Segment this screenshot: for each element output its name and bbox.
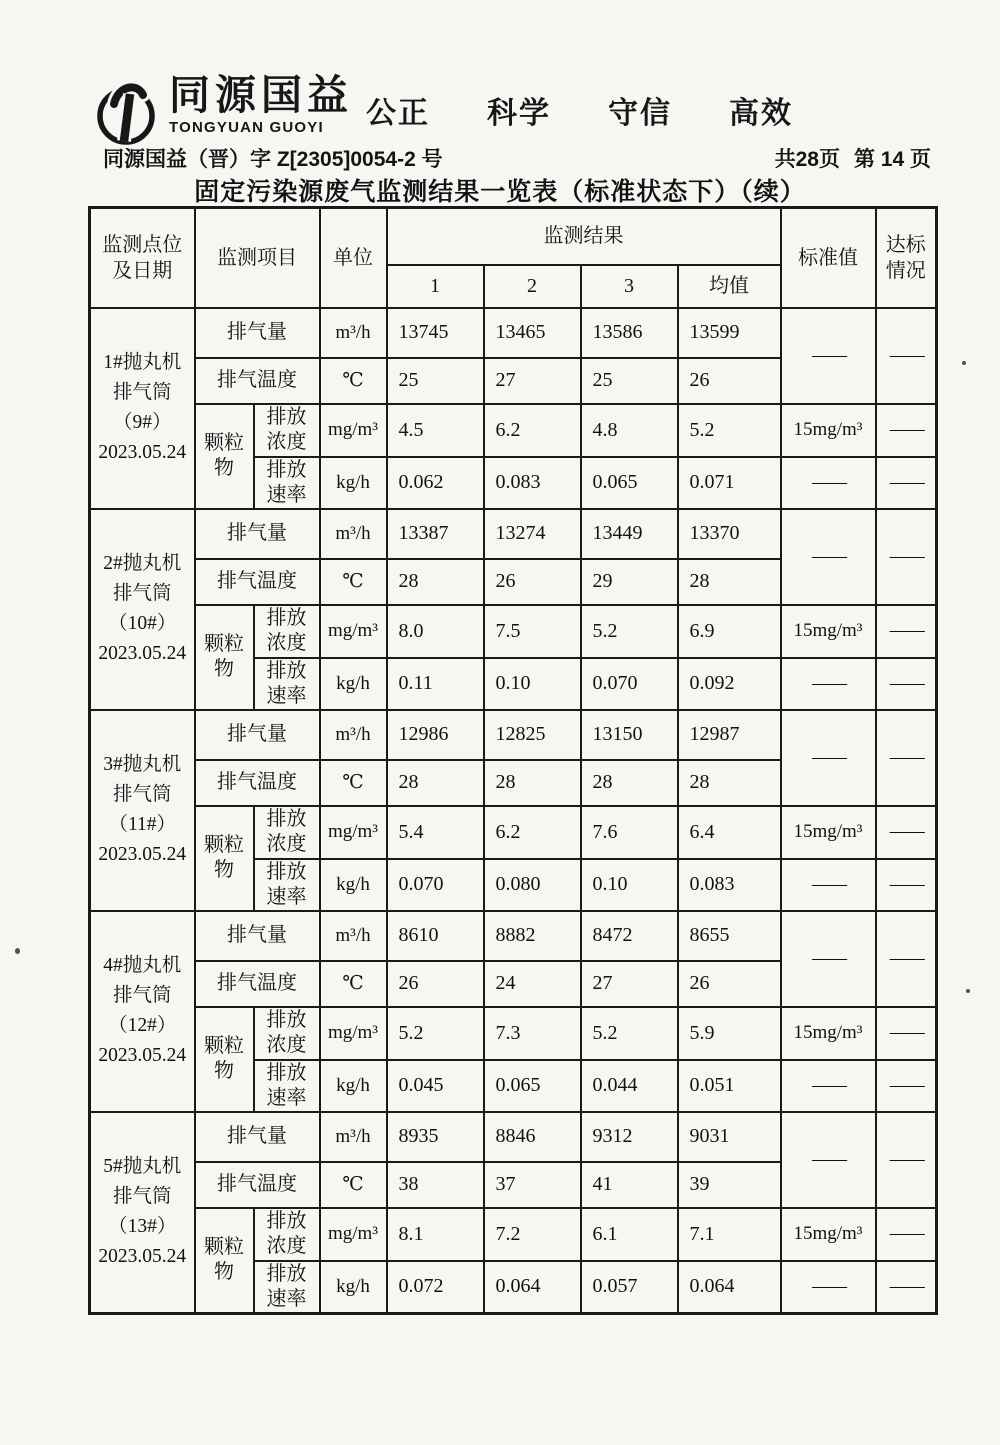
value-cell: 0.045 [387, 1060, 484, 1112]
row-label-temp: 排气温度 [195, 961, 320, 1007]
tagline-item: 科学 [487, 97, 551, 130]
value-cell: 27 [484, 358, 581, 404]
row-label-concentration [254, 605, 320, 658]
row-concentration [90, 605, 937, 658]
header-row-1 [90, 208, 937, 265]
unit-cell: ℃ [320, 961, 387, 1007]
value-cell: 13465 [484, 308, 581, 358]
unit-cell: kg/h [320, 1060, 387, 1112]
value-cell: 25 [387, 358, 484, 404]
unit-cell: ℃ [320, 559, 387, 605]
value-cell: 0.065 [484, 1060, 581, 1112]
value-cell: 8.0 [387, 605, 484, 658]
value-cell: 0.092 [678, 658, 781, 710]
value-cell: 28 [387, 559, 484, 605]
unit-cell: kg/h [320, 658, 387, 710]
value-cell: 0.083 [678, 859, 781, 911]
row-flow [90, 308, 937, 358]
site-line: （9#） [112, 412, 172, 433]
value-cell: 25 [581, 358, 678, 404]
value-cell: 0.064 [484, 1261, 581, 1314]
value-cell: 27 [581, 961, 678, 1007]
compliance-cell: —— [876, 1208, 937, 1261]
row-label-flow: 排气量 [195, 308, 320, 358]
value-cell: 0.065 [581, 457, 678, 509]
brand-tagline [366, 88, 793, 132]
unit-cell: m³/h [320, 710, 387, 760]
value-cell: 26 [678, 358, 781, 404]
value-cell: 0.10 [484, 658, 581, 710]
label-line: 速率 [266, 684, 307, 707]
page-current: 第 14 页 [853, 148, 931, 171]
value-cell: 0.080 [484, 859, 581, 911]
unit-cell: mg/m³ [320, 404, 387, 457]
compliance-cell: —— [876, 457, 937, 509]
doc-number: 同源国益（晋）字 Z[2305]0054-2 号 [103, 148, 443, 171]
label-line: 速率 [266, 1287, 307, 1310]
row-label-particulate: 颗粒物 [195, 404, 254, 509]
brand-text [169, 74, 353, 136]
value-cell: 0.070 [387, 859, 484, 911]
row-label-concentration [254, 806, 320, 859]
row-flow [90, 509, 937, 559]
col-header-item: 监测项目 [195, 208, 320, 308]
value-cell: 8655 [678, 911, 781, 961]
value-cell: 7.1 [678, 1208, 781, 1261]
report-title: 固定污染源废气监测结果一览表（标准状态下）（续） [194, 178, 806, 206]
brand-name-en: TONGYUAN GUOYI [169, 119, 324, 137]
compliance-cell: —— [876, 509, 937, 605]
value-cell: 38 [387, 1162, 484, 1208]
standard-cell: —— [781, 1261, 876, 1314]
value-cell: 26 [678, 961, 781, 1007]
value-cell: 0.062 [387, 457, 484, 509]
site-line: 排气筒 [112, 1185, 172, 1207]
standard-cell: 15mg/m³ [781, 806, 876, 859]
standard-cell: —— [781, 859, 876, 911]
standard-cell: —— [781, 911, 876, 1007]
row-label-temp: 排气温度 [195, 559, 320, 605]
site-line: 2023.05.24 [98, 1246, 187, 1268]
compliance-cell: —— [876, 605, 937, 658]
monitoring-results-table [88, 206, 938, 1315]
label-line: 浓度 [266, 833, 307, 855]
label-line: 排放 [266, 808, 307, 830]
compliance-cell: —— [876, 1112, 937, 1208]
label-line: 排放 [266, 406, 307, 428]
value-cell: 8472 [581, 911, 678, 961]
value-cell: 6.9 [678, 605, 781, 658]
col-header-run3: 3 [581, 265, 678, 308]
site-cell [90, 1112, 195, 1314]
value-cell: 0.070 [581, 658, 678, 710]
value-cell: 0.071 [678, 457, 781, 509]
site-cell [90, 509, 195, 710]
value-cell: 13449 [581, 509, 678, 559]
site-line: 2023.05.24 [98, 1045, 187, 1067]
standard-cell: —— [781, 1060, 876, 1112]
value-cell: 13599 [678, 308, 781, 358]
value-cell: 13586 [581, 308, 678, 358]
label-line: 浓度 [266, 1034, 307, 1056]
value-cell: 37 [484, 1162, 581, 1208]
value-cell: 26 [484, 559, 581, 605]
row-label-flow: 排气量 [195, 509, 320, 559]
value-cell: 0.044 [581, 1060, 678, 1112]
row-label-particulate: 颗粒物 [195, 1208, 254, 1314]
col-header-avg: 均值 [678, 265, 781, 308]
row-label-rate [254, 658, 320, 710]
brand-logo [93, 74, 353, 146]
value-cell: 5.2 [581, 1007, 678, 1060]
value-cell: 28 [387, 760, 484, 806]
value-cell: 28 [484, 760, 581, 806]
value-cell: 0.072 [387, 1261, 484, 1314]
label-line: 速率 [266, 1086, 307, 1109]
standard-cell: 15mg/m³ [781, 404, 876, 457]
site-cell [90, 710, 195, 911]
col-header-run1: 1 [387, 265, 484, 308]
row-label-rate [254, 859, 320, 911]
value-cell: 12987 [678, 710, 781, 760]
row-label-particulate: 颗粒物 [195, 806, 254, 911]
standard-cell: 15mg/m³ [781, 1007, 876, 1060]
page-total: 共28页 [774, 148, 840, 171]
standard-cell: 15mg/m³ [781, 605, 876, 658]
col-header-standard: 标准值 [781, 208, 876, 308]
label-line: 速率 [266, 885, 307, 908]
site-cell [90, 308, 195, 509]
value-cell: 7.2 [484, 1208, 581, 1261]
row-flow [90, 911, 937, 961]
col-header-compliance-line: 达标 [885, 233, 926, 256]
value-cell: 13745 [387, 308, 484, 358]
scan-speck [15, 948, 20, 954]
unit-cell: m³/h [320, 911, 387, 961]
site-cell [90, 911, 195, 1112]
value-cell: 12986 [387, 710, 484, 760]
value-cell: 39 [678, 1162, 781, 1208]
value-cell: 4.5 [387, 404, 484, 457]
value-cell: 5.4 [387, 806, 484, 859]
row-label-particulate: 颗粒物 [195, 605, 254, 710]
value-cell: 5.9 [678, 1007, 781, 1060]
value-cell: 12825 [484, 710, 581, 760]
unit-cell: kg/h [320, 457, 387, 509]
tagline-item: 高效 [729, 97, 793, 130]
col-header-site-line: 及日期 [112, 259, 173, 282]
row-label-rate [254, 1261, 320, 1314]
standard-cell: —— [781, 1112, 876, 1208]
scan-speck [966, 989, 970, 993]
row-label-concentration [254, 1007, 320, 1060]
value-cell: 13150 [581, 710, 678, 760]
value-cell: 7.6 [581, 806, 678, 859]
unit-cell: mg/m³ [320, 806, 387, 859]
col-header-run2: 2 [484, 265, 581, 308]
unit-cell: ℃ [320, 358, 387, 404]
label-line: 排放 [266, 607, 307, 629]
value-cell: 0.057 [581, 1261, 678, 1314]
label-line: 排放 [266, 860, 307, 883]
row-concentration [90, 404, 937, 457]
value-cell: 7.5 [484, 605, 581, 658]
site-line: 4#抛丸机 [103, 954, 182, 976]
row-label-concentration [254, 404, 320, 457]
value-cell: 41 [581, 1162, 678, 1208]
standard-cell: —— [781, 710, 876, 806]
compliance-cell: —— [876, 911, 937, 1007]
value-cell: 13274 [484, 509, 581, 559]
value-cell: 28 [678, 760, 781, 806]
site-line: 2023.05.24 [98, 844, 187, 866]
col-header-results: 监测结果 [387, 208, 781, 265]
value-cell: 13370 [678, 509, 781, 559]
col-header-compliance-line: 情况 [885, 259, 926, 282]
site-line: 2023.05.24 [98, 442, 187, 464]
unit-cell: m³/h [320, 308, 387, 358]
unit-cell: mg/m³ [320, 605, 387, 658]
unit-cell: ℃ [320, 760, 387, 806]
value-cell: 6.2 [484, 404, 581, 457]
col-header-compliance [876, 208, 937, 308]
row-label-flow: 排气量 [195, 1112, 320, 1162]
row-concentration [90, 806, 937, 859]
row-label-rate [254, 1060, 320, 1112]
value-cell: 0.064 [678, 1261, 781, 1314]
site-line: （13#） [108, 1216, 177, 1237]
label-line: 速率 [266, 483, 307, 506]
compliance-cell: —— [876, 710, 937, 806]
site-line: 排气筒 [112, 582, 172, 604]
compliance-cell: —— [876, 859, 937, 911]
col-header-site-line: 监测点位 [102, 233, 183, 256]
value-cell: 6.2 [484, 806, 581, 859]
value-cell: 5.2 [387, 1007, 484, 1060]
row-label-rate [254, 457, 320, 509]
label-line: 排放 [266, 1009, 307, 1031]
scan-speck [962, 361, 966, 365]
row-label-temp: 排气温度 [195, 358, 320, 404]
unit-cell: m³/h [320, 509, 387, 559]
compliance-cell: —— [876, 1007, 937, 1060]
row-concentration [90, 1007, 937, 1060]
value-cell: 24 [484, 961, 581, 1007]
page-indicator [761, 143, 931, 173]
row-label-flow: 排气量 [195, 911, 320, 961]
row-flow [90, 1112, 937, 1162]
compliance-cell: —— [876, 658, 937, 710]
value-cell: 29 [581, 559, 678, 605]
standard-cell: —— [781, 457, 876, 509]
label-line: 浓度 [266, 431, 307, 453]
value-cell: 26 [387, 961, 484, 1007]
value-cell: 6.1 [581, 1208, 678, 1261]
compliance-cell: —— [876, 308, 937, 404]
compliance-cell: —— [876, 404, 937, 457]
label-line: 排放 [266, 1210, 307, 1232]
value-cell: 9312 [581, 1112, 678, 1162]
value-cell: 7.3 [484, 1007, 581, 1060]
label-line: 浓度 [266, 632, 307, 654]
compliance-cell: —— [876, 806, 937, 859]
unit-cell: mg/m³ [320, 1208, 387, 1261]
site-line: 2#抛丸机 [103, 552, 182, 574]
row-flow [90, 710, 937, 760]
logo-mark-icon [93, 74, 159, 146]
value-cell: 8.1 [387, 1208, 484, 1261]
value-cell: 8882 [484, 911, 581, 961]
standard-cell: —— [781, 509, 876, 605]
unit-cell: m³/h [320, 1112, 387, 1162]
unit-cell: kg/h [320, 1261, 387, 1314]
compliance-cell: —— [876, 1060, 937, 1112]
site-line: （10#） [108, 613, 177, 634]
value-cell: 13387 [387, 509, 484, 559]
col-header-site [90, 208, 195, 308]
document-meta-line [103, 143, 931, 173]
row-label-particulate: 颗粒物 [195, 1007, 254, 1112]
value-cell: 8846 [484, 1112, 581, 1162]
label-line: 排放 [266, 1061, 307, 1084]
value-cell: 4.8 [581, 404, 678, 457]
value-cell: 6.4 [678, 806, 781, 859]
standard-cell: —— [781, 658, 876, 710]
value-cell: 5.2 [581, 605, 678, 658]
site-line: 排气筒 [112, 783, 172, 805]
label-line: 排放 [266, 458, 307, 481]
site-line: 2023.05.24 [98, 643, 187, 665]
label-line: 浓度 [266, 1235, 307, 1257]
brand-name-cn: 同源国益 [169, 72, 353, 118]
value-cell: 5.2 [678, 404, 781, 457]
site-line: 排气筒 [112, 381, 172, 403]
standard-cell: 15mg/m³ [781, 1208, 876, 1261]
row-concentration [90, 1208, 937, 1261]
tagline-item: 公正 [366, 97, 430, 130]
value-cell: 28 [678, 559, 781, 605]
compliance-cell: —— [876, 1261, 937, 1314]
col-header-unit: 单位 [320, 208, 387, 308]
site-line: （11#） [108, 814, 177, 835]
row-label-temp: 排气温度 [195, 760, 320, 806]
site-line: 排气筒 [112, 984, 172, 1006]
site-line: （12#） [108, 1015, 177, 1036]
value-cell: 0.11 [387, 658, 484, 710]
tagline-item: 守信 [608, 97, 672, 130]
value-cell: 9031 [678, 1112, 781, 1162]
value-cell: 8935 [387, 1112, 484, 1162]
site-line: 1#抛丸机 [103, 351, 182, 373]
value-cell: 0.083 [484, 457, 581, 509]
label-line: 排放 [266, 659, 307, 682]
value-cell: 28 [581, 760, 678, 806]
site-line: 5#抛丸机 [103, 1155, 182, 1177]
row-label-concentration [254, 1208, 320, 1261]
value-cell: 8610 [387, 911, 484, 961]
unit-cell: kg/h [320, 859, 387, 911]
site-line: 3#抛丸机 [103, 753, 182, 775]
row-label-temp: 排气温度 [195, 1162, 320, 1208]
label-line: 排放 [266, 1262, 307, 1285]
standard-cell: —— [781, 308, 876, 404]
unit-cell: ℃ [320, 1162, 387, 1208]
value-cell: 0.051 [678, 1060, 781, 1112]
unit-cell: mg/m³ [320, 1007, 387, 1060]
value-cell: 0.10 [581, 859, 678, 911]
row-label-flow: 排气量 [195, 710, 320, 760]
